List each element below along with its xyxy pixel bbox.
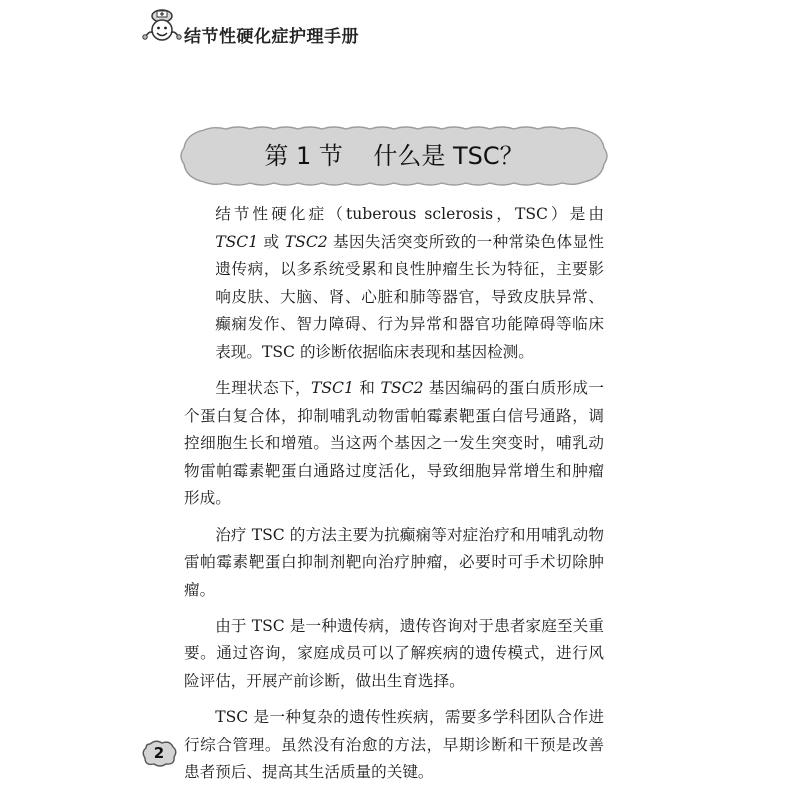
page-number: 2 bbox=[153, 744, 165, 762]
text-run: 基因失活突变所致的一种常染色体显性遗传病，以多系统受累和良性肿瘤生长为特征，主要影响皮肤、大脑、肾、心脏和肺等器官，导致皮肤异常、癫痫发作、智力障碍、行为异常和器官功能障碍等临床表现。TSC 的诊断依据临床表现和基因检测。 bbox=[215, 232, 604, 361]
cartoon-doctor-mascot-icon bbox=[140, 6, 184, 50]
section-title: 第 1 节 什么是 TSC？ bbox=[264, 142, 524, 170]
text-run: 结节性硬化症（tuberous sclerosis，TSC）是由 bbox=[215, 205, 604, 223]
gene-name-italic: TSC1 bbox=[310, 379, 354, 398]
text-run: TSC 是一种复杂的遗传性疾病，需要多学科团队合作进行综合管理。虽然没有治愈的方法，早期诊断和干预是改善患者预后、提高其生活质量的关键。 bbox=[184, 708, 604, 782]
section-banner bbox=[176, 124, 612, 188]
gene-name-italic: TSC2 bbox=[284, 232, 328, 251]
running-header bbox=[140, 6, 400, 50]
paragraph bbox=[184, 704, 604, 787]
text-run: 由于 TSC 是一种遗传病，遗传咨询对于患者家庭至关重要。通过咨询，家庭成员可以了解疾病的遗传模式，进行风险评估，开展产前诊断，做出生育选择。 bbox=[184, 616, 604, 690]
text-run: 治疗 TSC 的方法主要为抗癫痫等对症治疗和用哺乳动物雷帕霉素靶蛋白抑制剂靶向治疗肿瘤，必要时可手术切除肿瘤。 bbox=[184, 525, 604, 599]
text-run: 基因编码的蛋白质形成一个蛋白复合体，抑制哺乳动物雷帕霉素靶蛋白信号通路，调控细胞生长和增殖。当这两个基因之一发生突变时，哺乳动物雷帕霉素靶蛋白通路过度活化，导致细胞异常增生和肿瘤形成。 bbox=[184, 379, 604, 508]
gene-name-italic: TSC2 bbox=[380, 379, 424, 398]
paragraph bbox=[184, 201, 604, 367]
text-run: 和 bbox=[353, 379, 381, 398]
paragraph bbox=[184, 375, 604, 513]
text-run: 或 bbox=[258, 232, 285, 251]
paragraph bbox=[184, 613, 604, 696]
text-run: 生理状态下， bbox=[215, 379, 311, 398]
header-title: 结节性硬化症护理手册 bbox=[184, 27, 359, 47]
gene-name-italic: TSC1 bbox=[215, 232, 259, 251]
paragraph bbox=[184, 522, 604, 605]
page-number-badge bbox=[140, 738, 178, 768]
body-text bbox=[184, 201, 604, 795]
